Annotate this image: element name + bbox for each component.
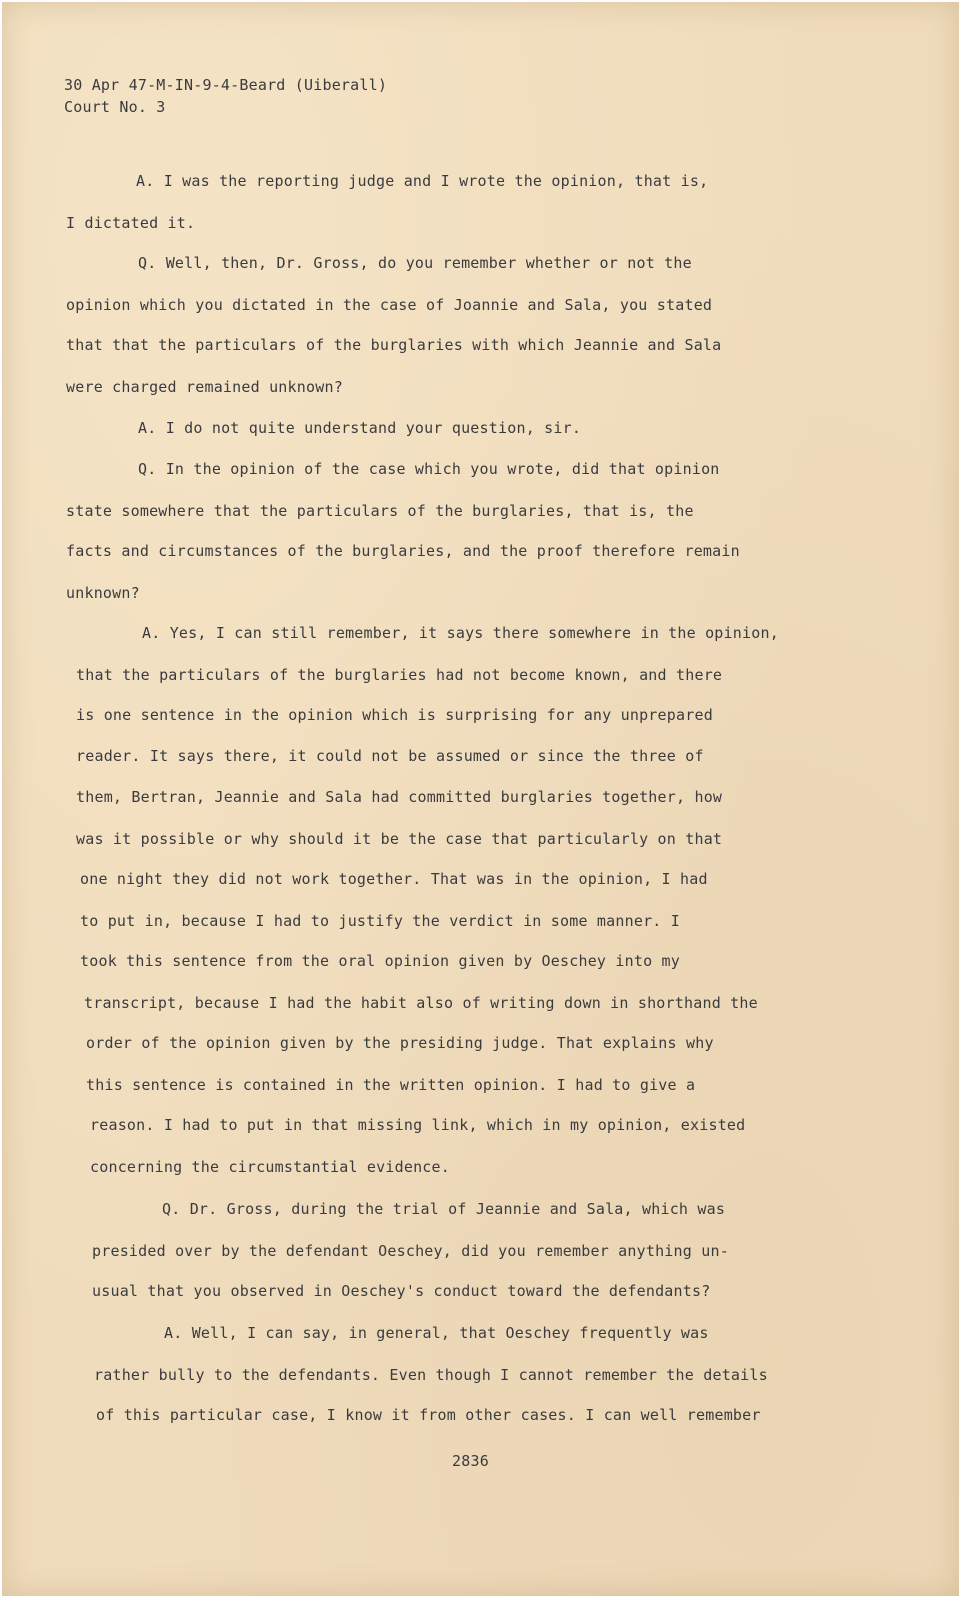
text-line: A. I do not quite understand your question, sir. [138, 419, 582, 437]
text-line: Q. Well, then, Dr. Gross, do you remember whether or not the [138, 254, 692, 272]
text-line: A. Yes, I can still remember, it says there somewhere in the opinion, [142, 624, 779, 642]
text-line: reason. I had to put in that missing link, which in my opinion, existed [90, 1116, 746, 1134]
header-reference: 30 Apr 47-M-IN-9-4-Beard (Uiberall) [64, 76, 388, 94]
text-line: transcript, because I had the habit also of writing down in shorthand the [84, 994, 758, 1012]
text-line: order of the opinion given by the presiding judge. That explains why [86, 1034, 714, 1052]
text-line: this sentence is contained in the written opinion. I had to give a [86, 1076, 696, 1094]
text-line: took this sentence from the oral opinion given by Oeschey into my [80, 952, 680, 970]
text-line: state somewhere that the particulars of the burglaries, that is, the [66, 502, 694, 520]
text-line: was it possible or why should it be the case that particularly on that [76, 830, 723, 848]
text-line: usual that you observed in Oeschey's conduct toward the defendants? [92, 1282, 711, 1300]
document-page [2, 2, 959, 1596]
text-line: concerning the circumstantial evidence. [90, 1158, 450, 1176]
text-line: that the particulars of the burglaries had not become known, and there [76, 666, 723, 684]
text-line: is one sentence in the opinion which is surprising for any unprepared [76, 706, 713, 724]
header-court: Court No. 3 [64, 98, 166, 116]
text-line: reader. It says there, it could not be assumed or since the three of [76, 747, 704, 765]
text-line: one night they did not work together. That was in the opinion, I had [80, 870, 708, 888]
text-line: were charged remained unknown? [66, 378, 343, 396]
text-line: A. I was the reporting judge and I wrote the opinion, that is, [136, 172, 709, 190]
text-line: presided over by the defendant Oeschey, did you remember anything un- [92, 1242, 729, 1260]
document-header [64, 74, 387, 118]
text-line: them, Bertran, Jeannie and Sala had committed burglaries together, how [76, 788, 723, 806]
text-line: rather bully to the defendants. Even though I cannot remember the details [94, 1366, 768, 1384]
page-number: 2836 [452, 1452, 489, 1470]
text-line: facts and circumstances of the burglaries, and the proof therefore remain [66, 542, 740, 560]
text-line: of this particular case, I know it from other cases. I can well remember [96, 1406, 761, 1424]
text-line: that that the particulars of the burglaries with which Jeannie and Sala [66, 336, 722, 354]
text-line: unknown? [66, 584, 140, 602]
text-line: Q. Dr. Gross, during the trial of Jeannie and Sala, which was [162, 1200, 726, 1218]
text-line: I dictated it. [66, 214, 196, 232]
text-line: to put in, because I had to justify the verdict in some manner. I [80, 912, 680, 930]
text-line: Q. In the opinion of the case which you wrote, did that opinion [138, 460, 720, 478]
text-line: opinion which you dictated in the case of Joannie and Sala, you stated [66, 296, 713, 314]
text-line: A. Well, I can say, in general, that Oeschey frequently was [164, 1324, 709, 1342]
